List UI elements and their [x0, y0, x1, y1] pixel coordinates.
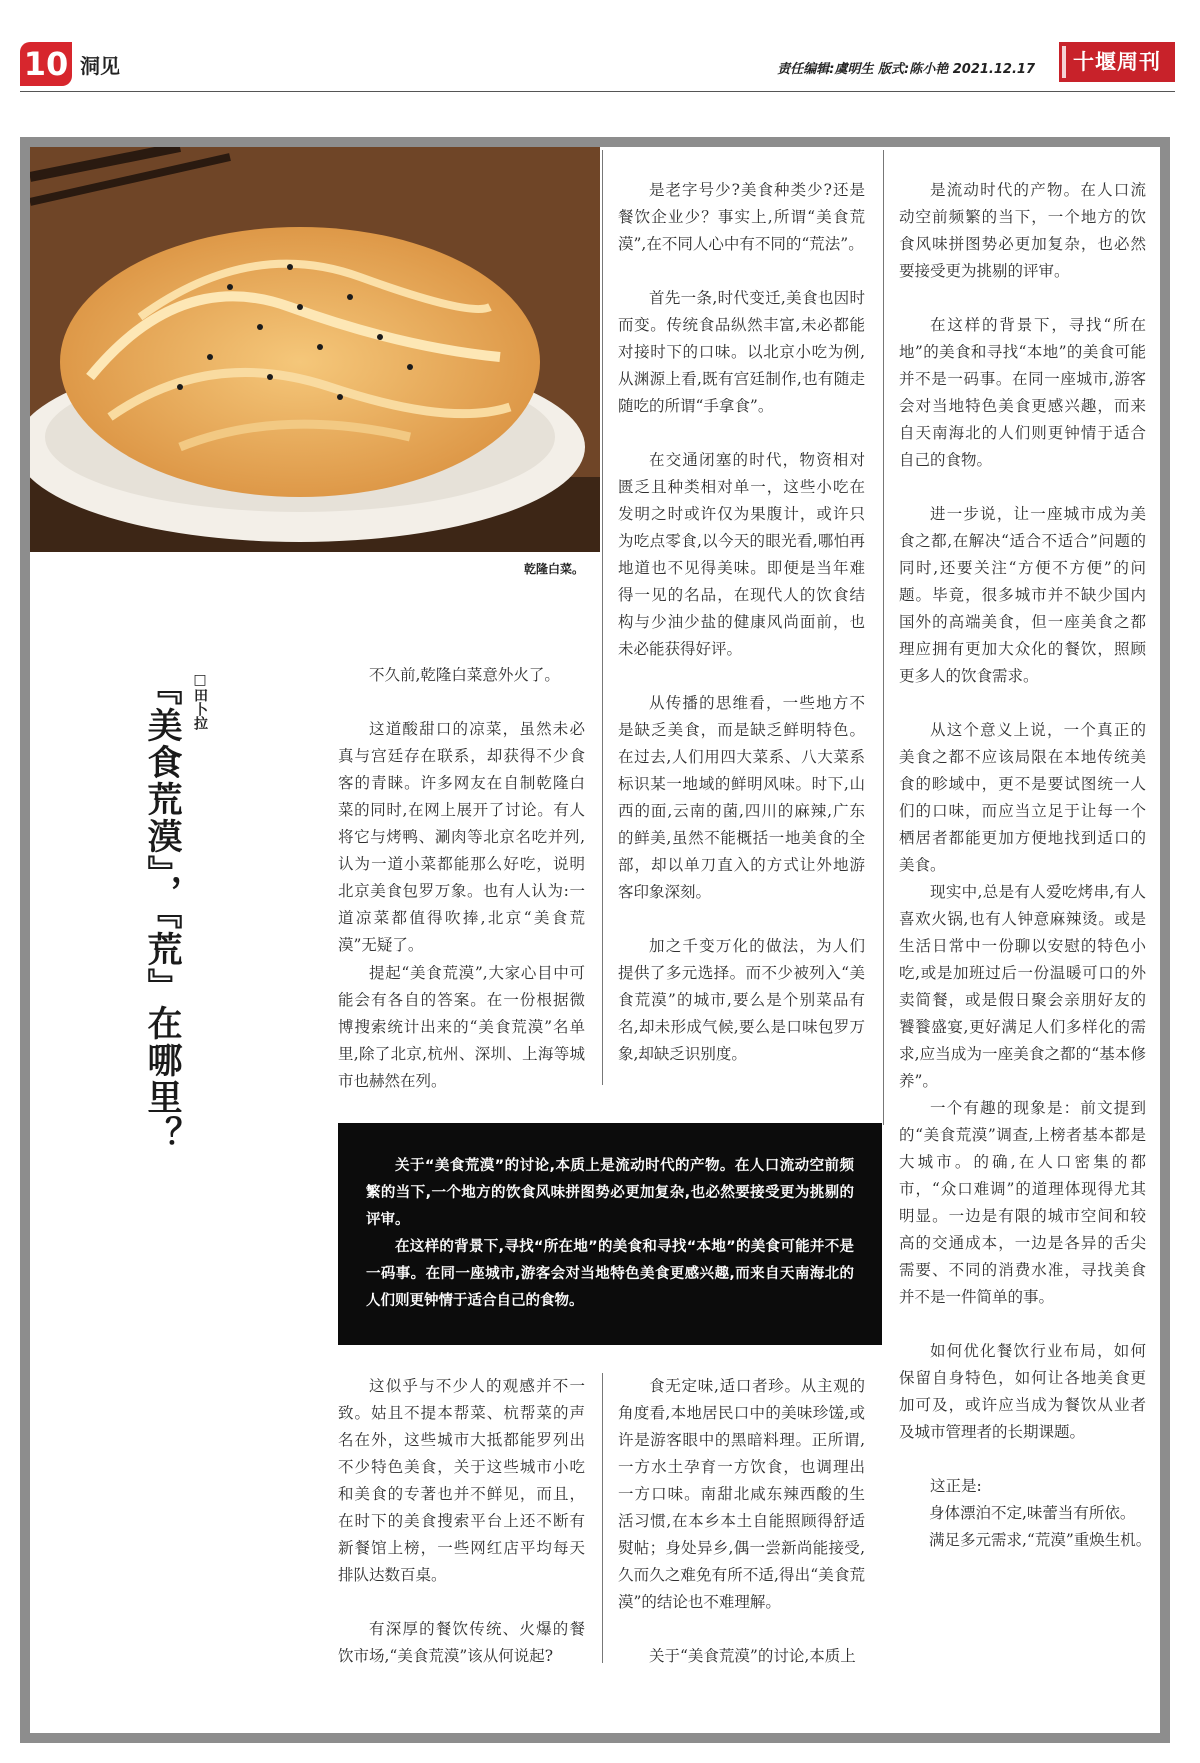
article-title: 『美食荒漠』，『荒』在哪里？: [142, 670, 183, 1153]
column-divider: [602, 1373, 603, 1663]
body-paragraph: 现实中,总是有人爱吃烤串,有人喜欢火锅,也有人钟意麻辣烫。或是生活日常中一份聊以安慰的特色小吃,或是加班过后一份温暖可口的外卖简餐，或是假日聚会亲朋好友的饕餮盛宴,更好满足人们多样化的需求,应当成为一座美食之都的“基本修养”。: [899, 883, 1146, 1090]
food-illustration: [30, 147, 600, 552]
closing-verse-line: 满足多元需求,“荒漠”重焕生机。: [929, 1531, 1152, 1549]
article-author: □田卜拉: [192, 672, 208, 730]
body-paragraph: 在交通闭塞的时代，物资相对匮乏且种类相对单一，这些小吃在发明之时或许仅为果腹计，或许只为吃点零食,以今天的眼光看,哪怕再地道也不见得美味。即便是当年难得一见的名品，在现代人的饮食结构与少油少盐的健康风尚面前，也未必能获得好评。: [618, 451, 865, 658]
body-paragraph: 这正是:: [930, 1477, 982, 1495]
body-paragraph: 从这个意义上说，一个真正的美食之都不应该局限在本地传统美食的畛域中，更不是要试图统一人们的口味，而应当立足于让每一个栖居者都能更加方便地找到适口的美食。: [899, 721, 1146, 874]
body-paragraph: 一个有趣的现象是：前文提到的“美食荒漠”调查,上榜者基本都是大城市。的确,在人口密集的都市，“众口难调”的道理体现得尤其明显。一边是有限的城市空间和较高的交通成本，一边是各异的舌尖需要、不同的消费水准，寻找美食并不是一件简单的事。: [899, 1099, 1146, 1306]
body-paragraph: 从传播的思维看，一些地方不是缺乏美食，而是缺乏鲜明特色。在过去,人们用四大菜系、八大菜系标识某一地域的鲜明风味。时下,山西的面,云南的菌,四川的麻辣,广东的鲜美,虽然不能概括一地美食的全部，却以单刀直入的方式让外地游客印象深刻。: [618, 694, 865, 901]
header-divider: [20, 91, 1175, 92]
body-paragraph: 首先一条,时代变迁,美食也因时而变。传统食品纵然丰富,未必都能对接时下的口味。以北京小吃为例,从渊源上看,既有宫廷制作,也有随走随吃的所谓“手拿食”。: [618, 289, 865, 415]
article-photo: [30, 147, 600, 552]
body-paragraph: 关于“美食荒漠”的讨论,本质上: [649, 1647, 856, 1665]
body-paragraph: 食无定味,适口者珍。从主观的角度看,本地居民口中的美味珍馐,或许是游客眼中的黑暗料理。正所谓,一方水土孕育一方饮食，也调理出一方口味。南甜北咸东辣西酸的生活习惯,在本乡本土自能照顾得舒适熨帖；身处异乡,偶一尝新尚能接受,久而久之难免有所不适,得出“美食荒漠”的结论也不难理解。: [618, 1377, 865, 1611]
body-paragraph: 加之千变万化的做法，为人们提供了多元选择。而不少被列入“美食荒漠”的城市,要么是个别菜品有名,却未形成气候,要么是口味包罗万象,却缺乏识别度。: [618, 937, 865, 1063]
body-paragraph: 如何优化餐饮行业布局，如何保留自身特色，如何让各地美食更加可及，或许应当成为餐饮从业者及城市管理者的长期课题。: [899, 1342, 1146, 1441]
masthead-logo: 十堰周刊: [1059, 42, 1175, 82]
body-paragraph: 是老字号少?美食种类少?还是餐饮企业少？事实上,所谓“美食荒漠”,在不同人心中有不同的“荒法”。: [618, 181, 865, 253]
pull-quote-paragraph: 关于“美食荒漠”的讨论,本质上是流动时代的产物。在人口流动空前频繁的当下,一个地方的饮食风味拼图势必更加复杂,也必然要接受更为挑剔的评审。: [366, 1158, 854, 1228]
editor-credit-line: 责任编辑:虞明生 版式:陈小艳 2021.12.17: [777, 62, 1035, 77]
body-paragraph: 有深厚的餐饮传统、火爆的餐饮市场,“美食荒漠”该从何说起?: [338, 1620, 585, 1665]
body-paragraph: 这道酸甜口的凉菜，虽然未必真与宫廷存在联系，却获得不少食客的青睐。许多网友在自制乾隆白菜的同时,在网上展开了讨论。有人将它与烤鸭、涮肉等北京名吃并列,认为一道小菜都能那么好吃，说明北京美食包罗万象。也有人认为:一道凉菜都值得吹捧,北京“美食荒漠”无疑了。: [338, 720, 585, 954]
body-paragraph: 在这样的背景下，寻找“所在地”的美食和寻找“本地”的美食可能并不是一码事。在同一座城市,游客会对当地特色美食更感兴趣，而来自天南海北的人们则更钟情于适合自己的食物。: [899, 316, 1146, 469]
pull-quote-paragraph: 在这样的背景下,寻找“所在地”的美食和寻找“本地”的美食可能并不是一码事。在同一座城市,游客会对当地特色美食更感兴趣,而来自天南海北的人们则更钟情于适合自己的食物。: [366, 1239, 854, 1309]
page-header: [20, 40, 1175, 92]
body-paragraph: 这似乎与不少人的观感并不一致。姑且不提本帮菜、杭帮菜的声名在外，这些城市大抵都能罗列出不少特色美食，关于这些城市小吃和美食的专著也并不鲜见，而且，在时下的美食搜索平台上还不断有新餐馆上榜，一些网红店平均每天排队达数百桌。: [338, 1377, 585, 1584]
body-paragraph: 不久前,乾隆白菜意外火了。: [369, 666, 560, 684]
section-name: 洞见: [80, 54, 120, 78]
photo-caption: 乾隆白菜。: [523, 562, 584, 576]
pull-quote-box: [338, 1123, 882, 1345]
column-divider: [602, 150, 603, 1085]
body-paragraph: 进一步说，让一座城市成为美食之都,在解决“适合不适合”问题的同时,还要关注“方便不方便”的问题。毕竟，很多城市并不缺少国内国外的高端美食，但一座美食之都理应拥有更加大众化的餐饮，照顾更多人的饮食需求。: [899, 505, 1146, 685]
body-paragraph: 是流动时代的产物。在人口流动空前频繁的当下，一个地方的饮食风味拼图势必更加复杂，也必然要接受更为挑剔的评审。: [899, 181, 1146, 280]
column-divider: [883, 150, 884, 1125]
closing-verse-line: 身体漂泊不定,味蕾当有所依。: [929, 1504, 1136, 1522]
page-number: 10: [20, 42, 72, 86]
body-paragraph: 提起“美食荒漠”,大家心目中可能会有各自的答案。在一份根据微博搜索统计出来的“美食荒漠”名单里,除了北京,杭州、深圳、上海等城市也赫然在列。: [338, 964, 585, 1090]
